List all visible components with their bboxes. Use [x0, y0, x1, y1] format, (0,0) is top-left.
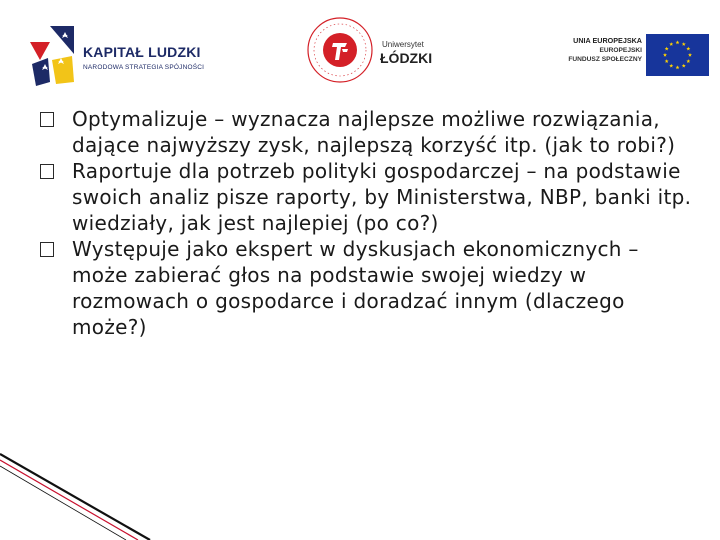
university-label-big: ŁÓDZKI — [380, 50, 433, 66]
bullet-item — [40, 158, 700, 236]
bullet-item — [40, 106, 700, 158]
eu-line-3: FUNDUSZ SPOŁECZNY — [568, 56, 642, 63]
bullet-box-icon — [40, 164, 54, 179]
kapital-ludzki-subtitle: NARODOWA STRATEGIA SPÓJNOŚCI — [83, 64, 205, 71]
decorative-swoosh — [0, 440, 720, 540]
bullet-list — [40, 106, 700, 340]
bullet-text: Występuje jako ekspert w dyskusjach ekonomicznych – może zabierać głos na podstawie swojej wiedzy w rozmowach o gospodarce i doradzać innym (dlaczego może?) — [72, 237, 639, 339]
unia-europejska-logo — [546, 34, 712, 78]
eu-fund-text — [546, 36, 642, 65]
kapital-ludzki-logo — [28, 24, 218, 90]
bullet-text: Optymalizuje – wyznacza najlepsze możliwe rozwiązania, dające najwyższy zysk, najlepszą korzyść itp. (jak to robi?) — [72, 107, 676, 157]
eu-line-2: EUROPEJSKI — [599, 46, 642, 54]
bullet-box-icon — [40, 112, 54, 127]
bullet-box-icon — [40, 242, 54, 257]
uniwersytet-lodzki-logo — [306, 16, 436, 96]
eu-line-1: UNIA EUROPEJSKA — [573, 36, 642, 45]
bullet-text: Raportuje dla potrzeb polityki gospodarczej – na podstawie swoich analiz pisze raporty, by Ministerstwa, NBP, banki itp. wiedziały, jak jest najlepiej (po co?) — [72, 159, 692, 235]
kapital-ludzki-title: KAPITAŁ LUDZKI — [83, 44, 201, 60]
bullet-item — [40, 236, 700, 340]
eu-flag-icon — [646, 34, 709, 76]
kapital-ludzki-emblem-icon — [28, 24, 76, 88]
university-seal-icon — [306, 16, 374, 84]
university-label-small: Uniwersytet — [382, 40, 424, 49]
